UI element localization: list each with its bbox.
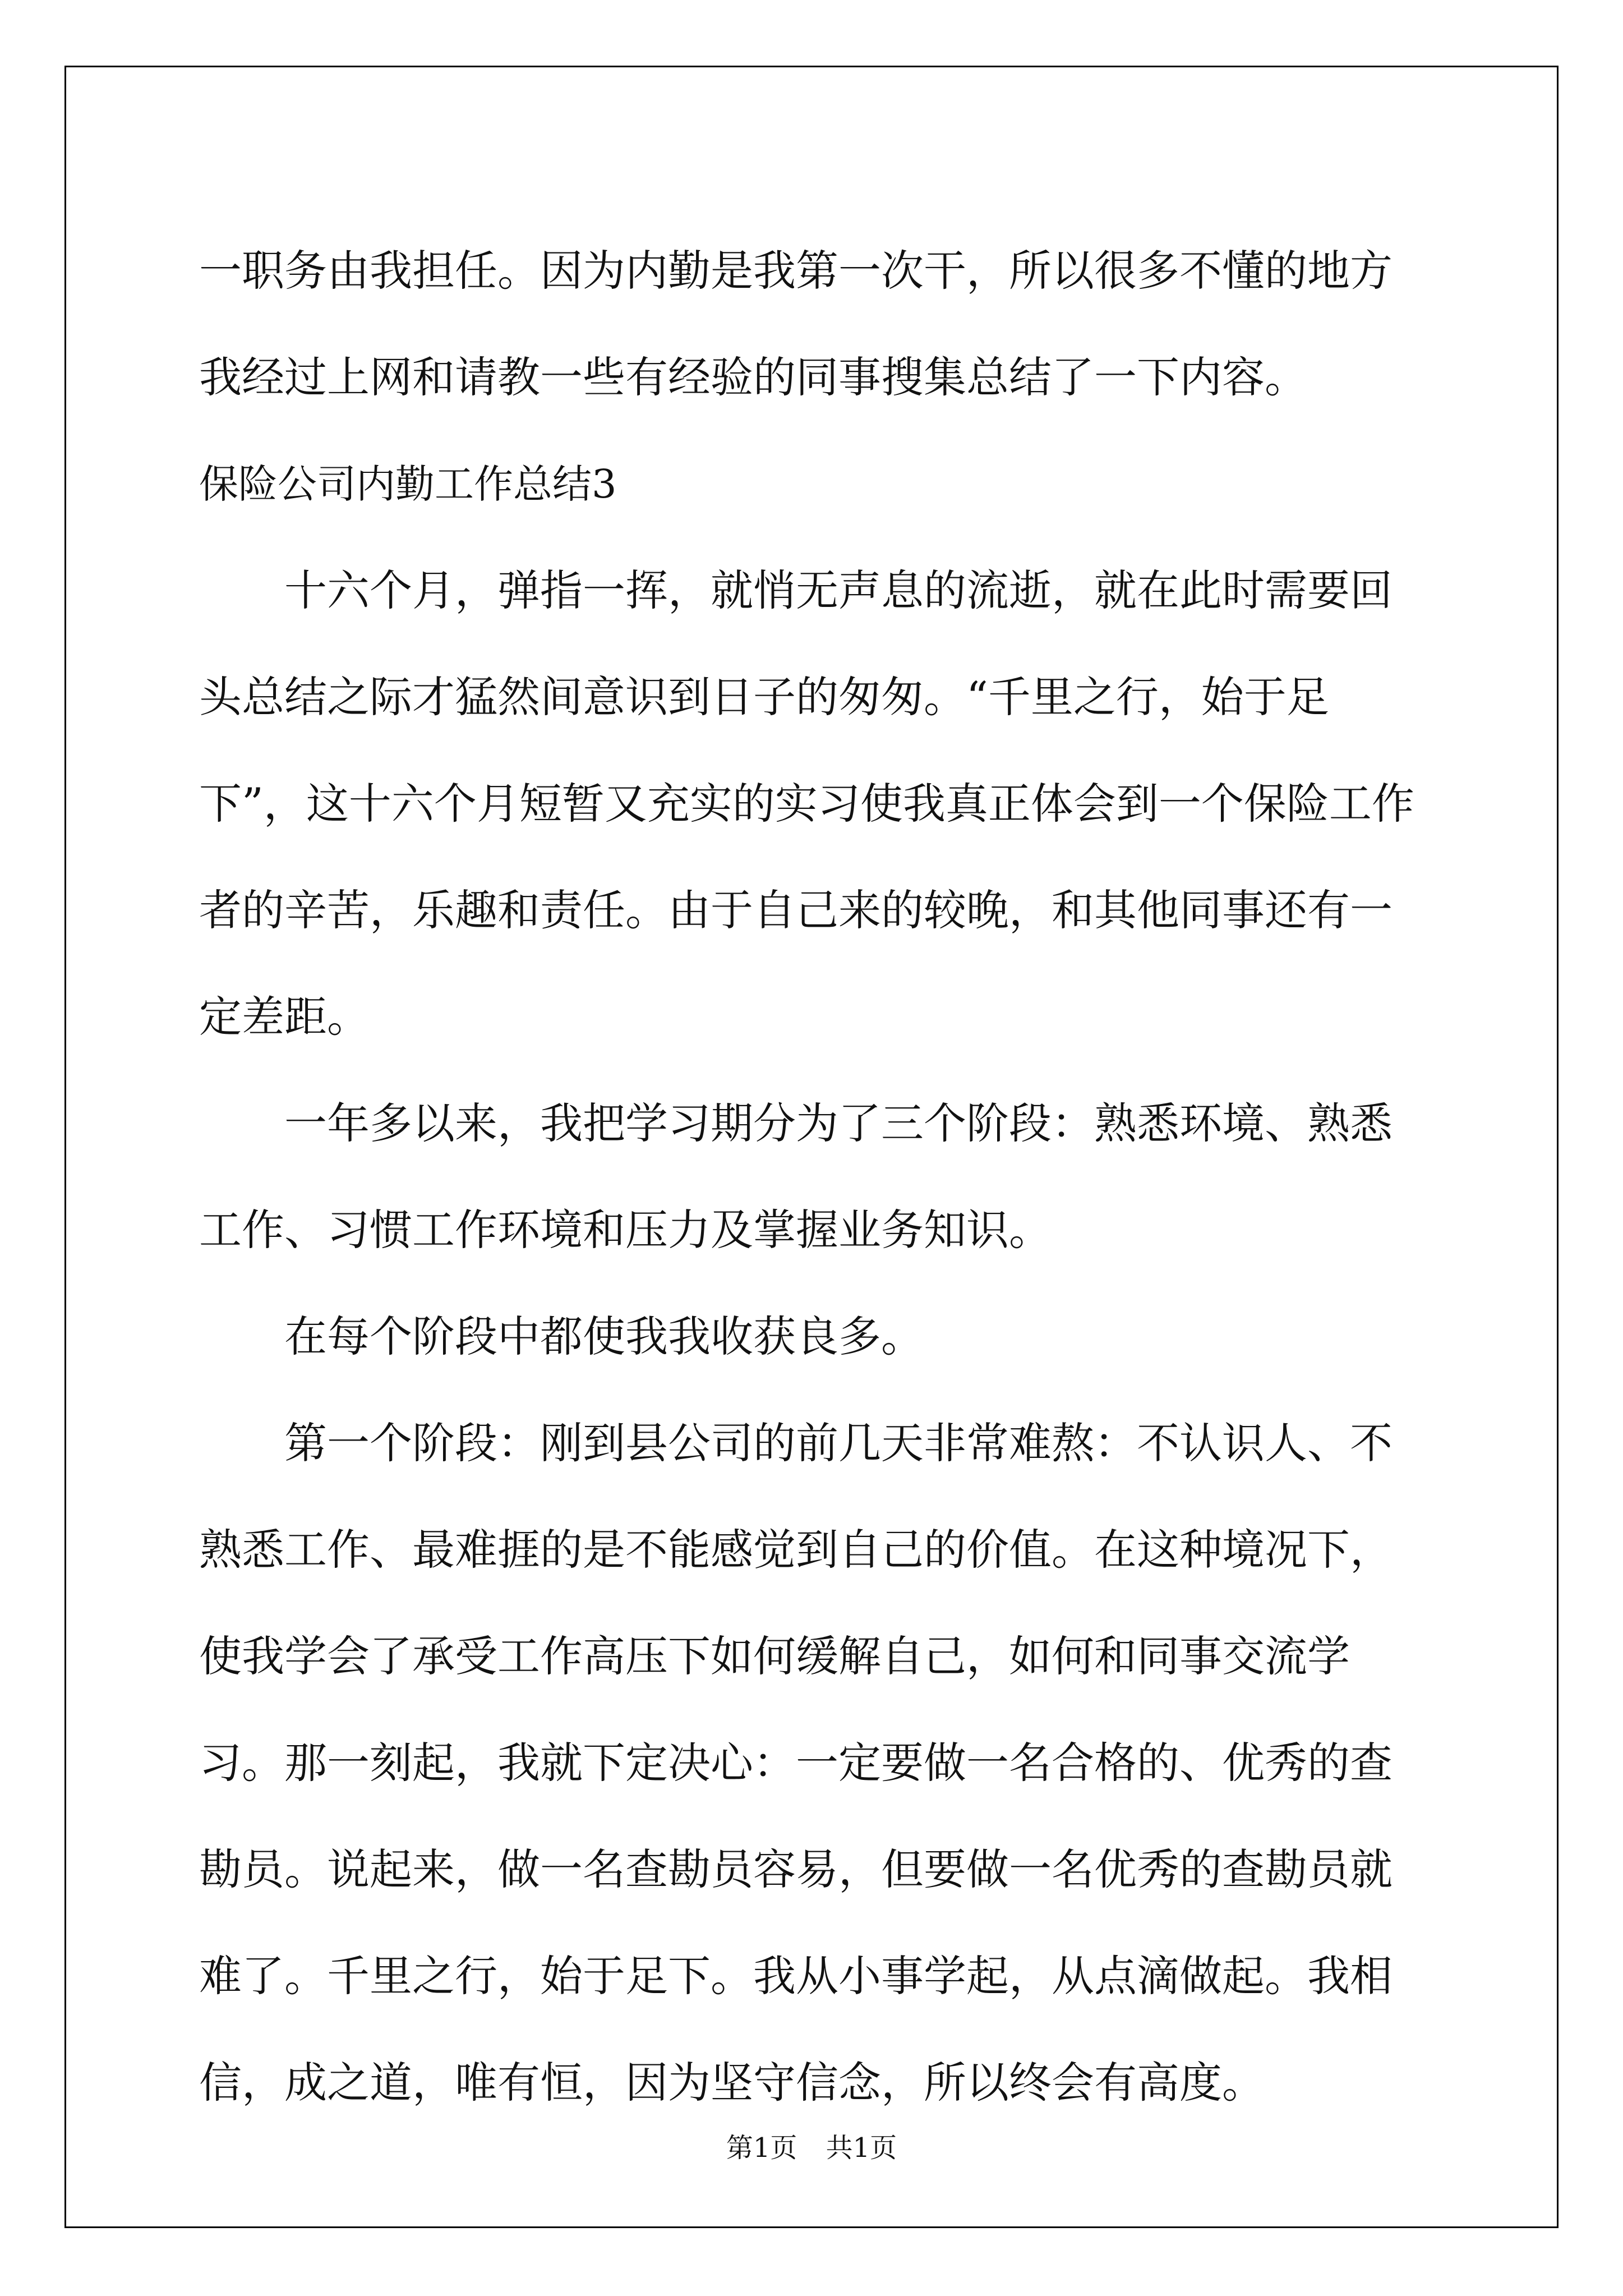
- paragraph: 在每个阶段中都使我我收获良多。: [284, 1312, 924, 1361]
- document-body: [199, 218, 1433, 2136]
- paragraph: 一年多以来，我把学习期分为了三个阶段：熟悉环境、熟悉工作、习惯工作环境和压力及掌握业务知识。: [199, 1098, 1393, 1255]
- paragraph: 十六个月，弹指一挥，就悄无声息的流逝，就在此时需要回头总结之际才猛然间意识到日子的匆匆。“千里之行，始于足下”，这十六个月短暂又充实的实习使我真正体会到一个保险工作者的辛苦，乐趣和责任。由于自己来的较晚，和其他同事还有一定差距。: [199, 565, 1414, 1042]
- paragraph-continuation: 一职务由我担任。因为内勤是我第一次干，所以很多不懂的地方我经过上网和请教一些有经验的同事搜集总结了一下内容。: [199, 246, 1393, 402]
- page-footer: [0, 2126, 1623, 2165]
- page-number-total: 共1页: [826, 2132, 897, 2164]
- page-number-current: 第1页: [726, 2132, 797, 2164]
- section-heading: 保险公司内勤工作总结3: [199, 461, 617, 507]
- paragraph: 第一个阶段：刚到县公司的前几天非常难熬：不认识人、不熟悉工作、最难捱的是不能感觉到自己的价值。在这种境况下，使我学会了承受工作高压下如何缓解自己，如何和同事交流学习。那一刻起，我就下定决心：一定要做一名合格的、优秀的查勘员。说起来，做一名查勘员容易，但要做一名优秀的查勘员就难了。千里之行，始于足下。我从小事学起，从点滴做起。我相信，成之道，唯有恒，因为坚守信念，所以终会有高度。: [199, 1418, 1393, 2108]
